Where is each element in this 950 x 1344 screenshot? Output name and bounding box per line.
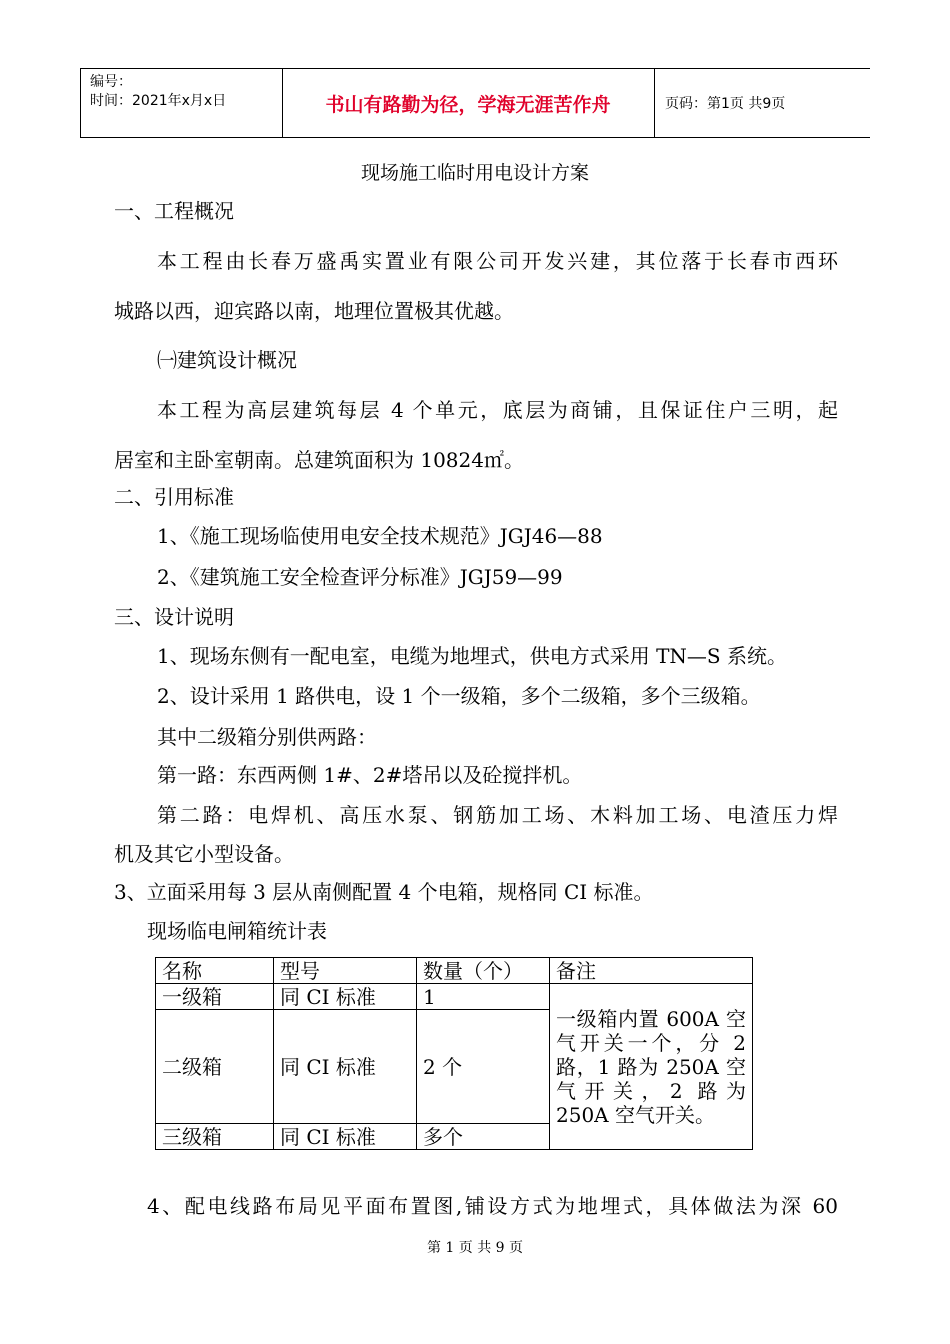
table-cell: 同 CI 标准 bbox=[274, 984, 417, 1010]
header-divider-2 bbox=[654, 69, 655, 137]
table-header-cell: 数量（个） bbox=[417, 958, 550, 984]
section1-para2-line1: 本工程为高层建筑每层 4 个单元，底层为商铺，且保证住户三明，起 bbox=[157, 398, 838, 422]
table-header-cell: 备注 bbox=[550, 958, 753, 984]
design-line-b: 第一路：东西两侧 1#、2#塔吊以及砼搅拌机。 bbox=[157, 763, 583, 787]
page-footer: 第 1 页 共 9 页 bbox=[426, 1240, 524, 1256]
header-page-info: 页码：第1页 共9页 bbox=[665, 96, 786, 112]
design-line-c1: 第二路：电焊机、高压水泵、钢筋加工场、木料加工场、电渣压力焊 bbox=[157, 803, 838, 827]
table-cell: 同 CI 标准 bbox=[274, 1010, 417, 1124]
header-meta bbox=[90, 73, 226, 111]
table-cell: 1 bbox=[417, 984, 550, 1010]
header-code-label: 编号： bbox=[90, 74, 132, 90]
design-item-3: 3、立面采用每 3 层从南侧配置 4 个电箱，规格同 CI 标准。 bbox=[114, 880, 654, 904]
design-item-1: 1、现场东侧有一配电室，电缆为地埋式，供电方式采用 TN—S 系统。 bbox=[157, 644, 787, 668]
section1-para2-line2: 居室和主卧室朝南。总建筑面积为 10824㎡。 bbox=[114, 448, 524, 472]
section1-heading: 一、工程概况 bbox=[114, 199, 234, 223]
table-note-cell: 一级箱内置 600A 空气开关一个，分 2 路，1 路为 250A 空气开关，2 路为 250A 空气开关。 bbox=[550, 984, 753, 1150]
header-border-left bbox=[80, 69, 81, 137]
reference-item-1: 1、《施工现场临使用电安全技术规范》JGJ46—88 bbox=[157, 524, 603, 548]
design-item-4: 4、配电线路布局见平面布置图,铺设方式为地埋式，具体做法为深 60 bbox=[147, 1194, 838, 1218]
section1-para1-line2: 城路以西，迎宾路以南，地理位置极其优越。 bbox=[114, 299, 514, 323]
table-header-cell: 名称 bbox=[156, 958, 274, 984]
table-cell: 三级箱 bbox=[156, 1124, 274, 1150]
design-item-2: 2、设计采用 1 路供电，设 1 个一级箱，多个二级箱，多个三级箱。 bbox=[157, 684, 761, 708]
table-header-row bbox=[156, 958, 753, 984]
document-title: 现场施工临时用电设计方案 bbox=[360, 162, 589, 184]
table-cell: 二级箱 bbox=[156, 1010, 274, 1124]
section3-heading: 三、设计说明 bbox=[114, 605, 234, 629]
table-cell: 一级箱 bbox=[156, 984, 274, 1010]
reference-item-2: 2、《建筑施工安全检查评分标准》JGJ59—99 bbox=[157, 565, 563, 589]
page-header bbox=[80, 68, 870, 138]
header-time-label: 时间：2021年x月x日 bbox=[90, 93, 227, 109]
table-cell: 2 个 bbox=[417, 1010, 550, 1124]
table-row bbox=[156, 984, 753, 1010]
section1-para1-line1: 本工程由长春万盛禹实置业有限公司开发兴建，其位落于长春市西环 bbox=[157, 249, 838, 273]
section2-heading: 二、引用标准 bbox=[114, 485, 234, 509]
design-line-a: 其中二级箱分别供两路： bbox=[157, 725, 377, 749]
design-line-c2: 机及其它小型设备。 bbox=[114, 842, 294, 866]
header-motto: 书山有路勤为径，学海无涯苦作舟 bbox=[325, 93, 611, 116]
distribution-box-table bbox=[155, 957, 753, 1150]
table-cell: 多个 bbox=[417, 1124, 550, 1150]
table-cell: 同 CI 标准 bbox=[274, 1124, 417, 1150]
table-header-cell: 型号 bbox=[274, 958, 417, 984]
table-caption: 现场临电闸箱统计表 bbox=[147, 919, 327, 943]
section1-subheading: ㈠建筑设计概况 bbox=[157, 348, 297, 372]
